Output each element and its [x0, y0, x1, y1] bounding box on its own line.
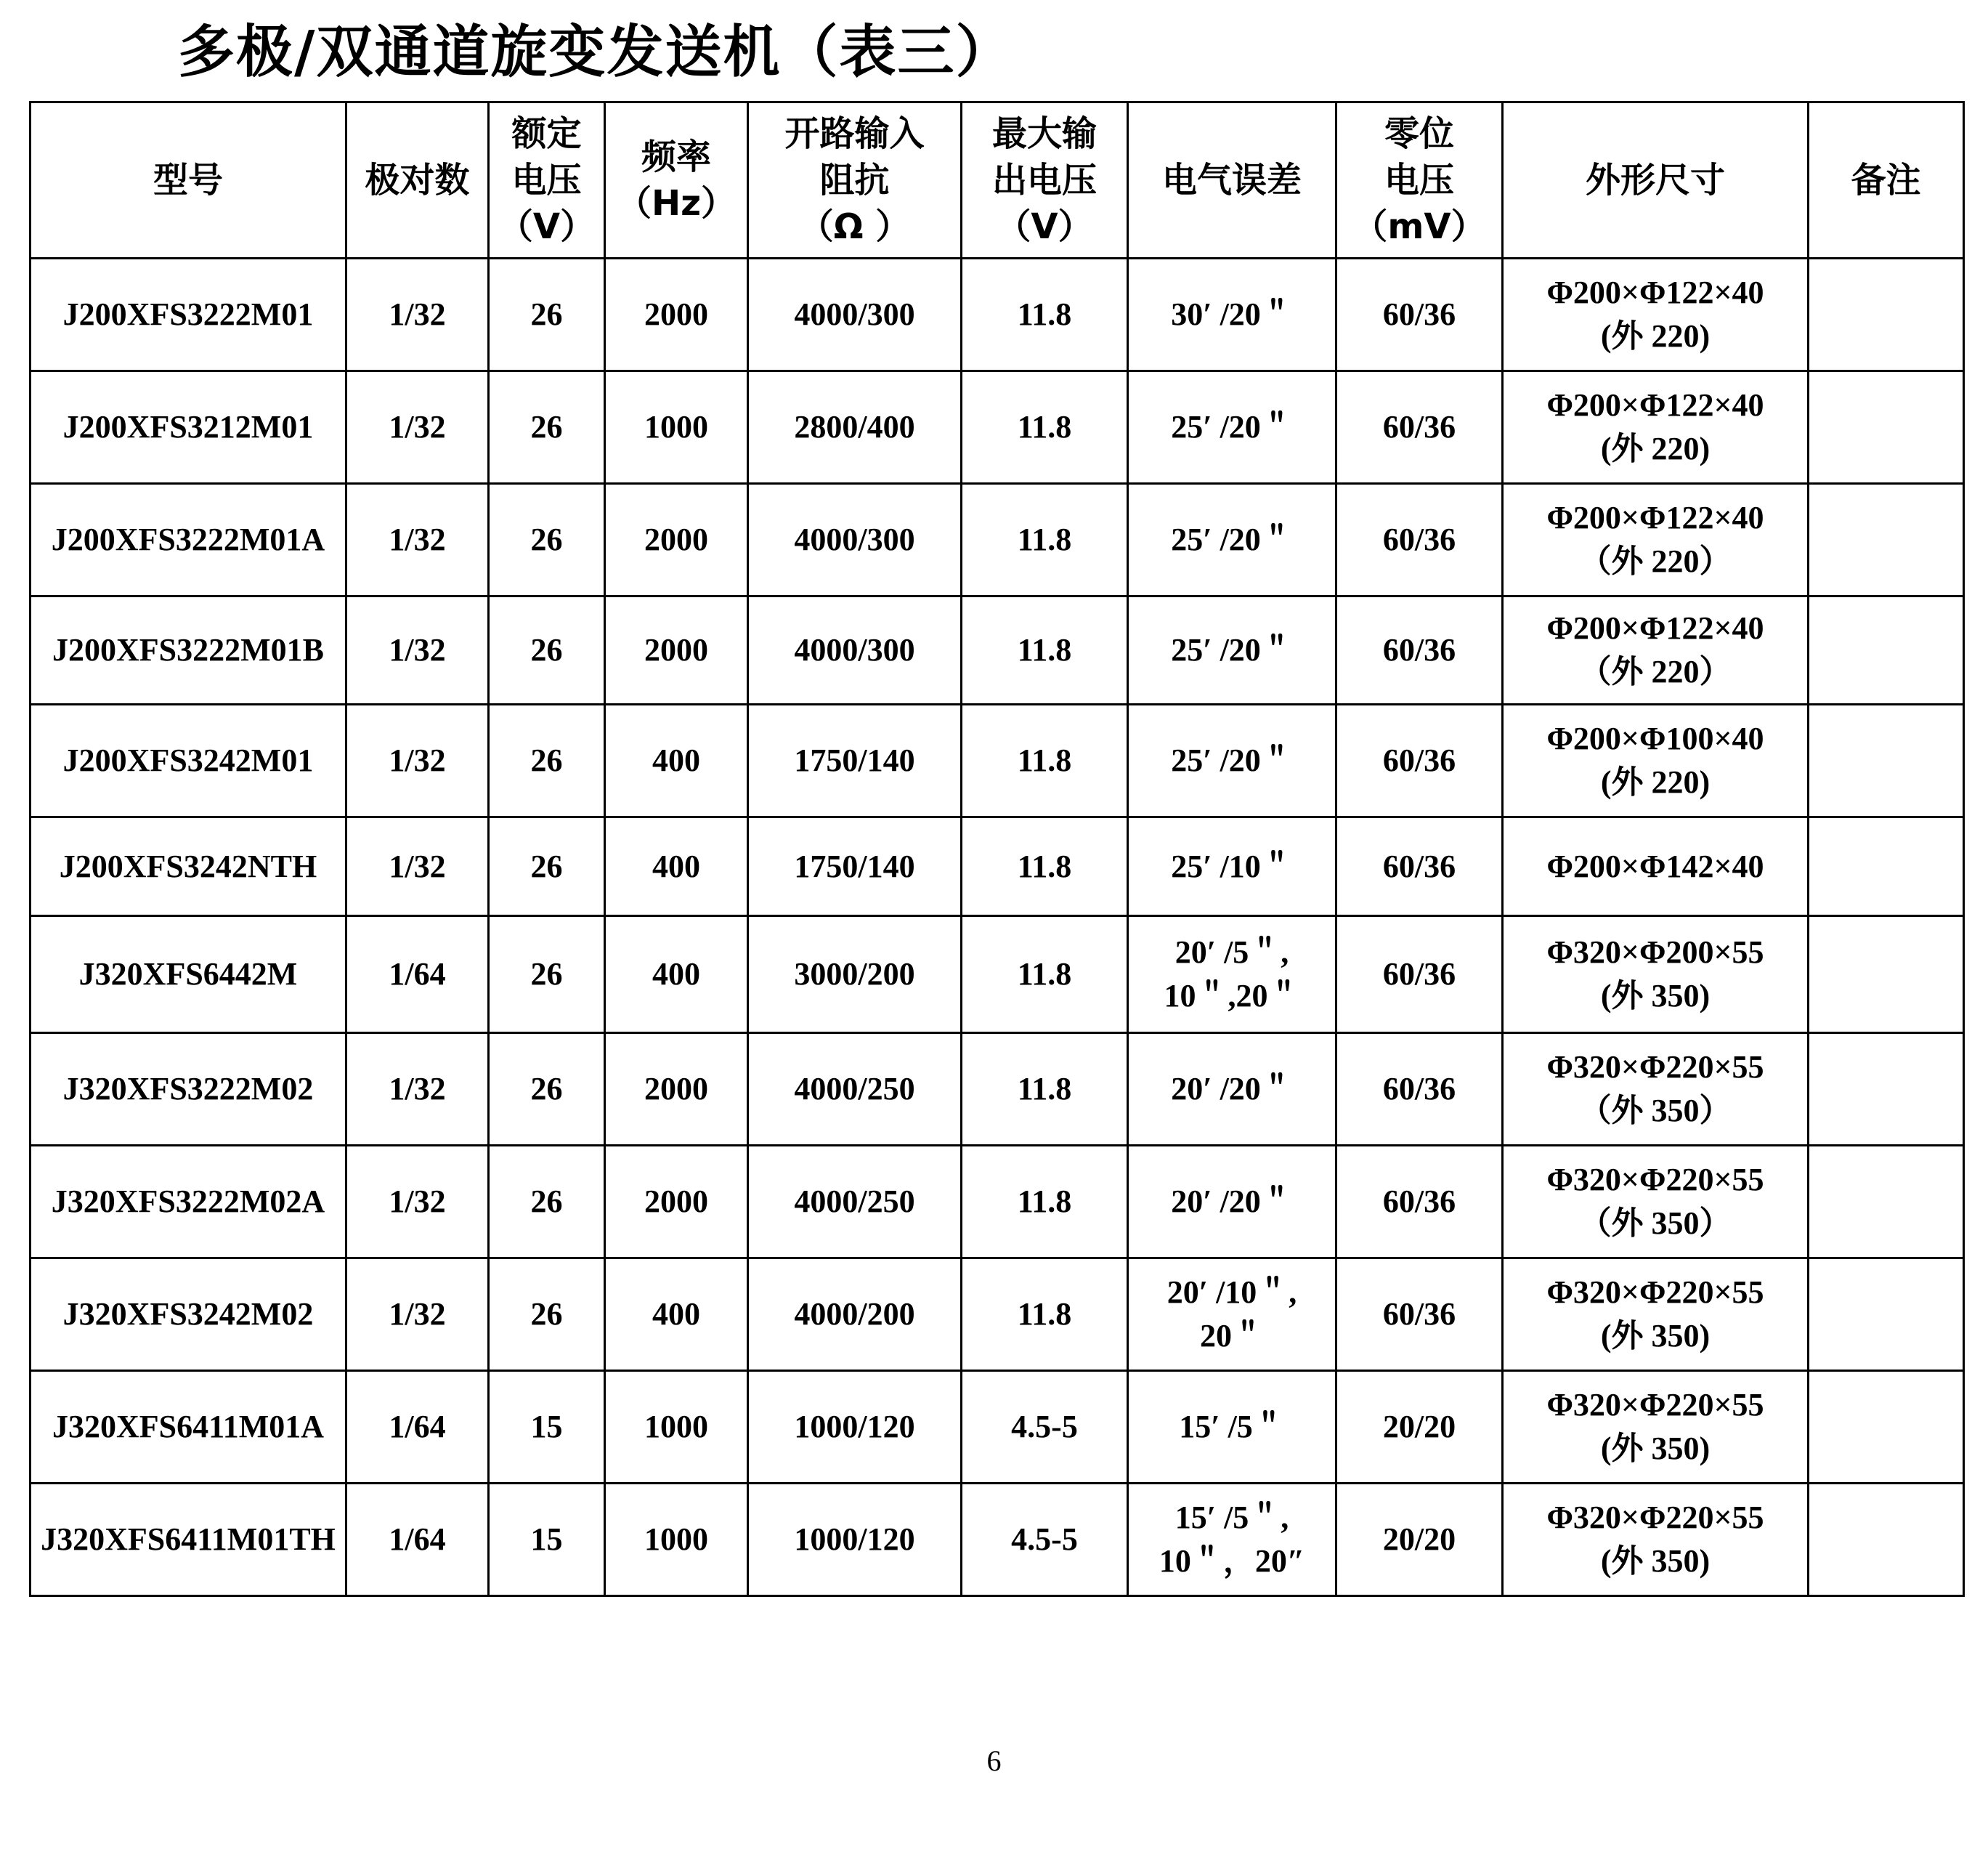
cell-pole-pairs: 1/32: [346, 1033, 489, 1146]
cell-remarks: [1809, 817, 1964, 916]
cell-electrical-error-line: 10＂,20＂: [1164, 978, 1300, 1014]
cell-electrical-error-line: 30′ /20＂: [1171, 296, 1293, 332]
cell-electrical-error: [1128, 1033, 1336, 1146]
cell-model: J320XFS3222M02: [31, 1033, 346, 1146]
header-line: （V）: [996, 206, 1093, 247]
cell-null-voltage: 60/36: [1336, 596, 1503, 705]
cell-model: J200XFS3242M01: [31, 705, 346, 817]
cell-frequency: 2000: [605, 1033, 748, 1146]
table-row: [31, 705, 1964, 817]
cell-dimensions: [1503, 1258, 1809, 1371]
table-row: [31, 484, 1964, 596]
cell-max-output-voltage: 11.8: [962, 705, 1128, 817]
table-row: [31, 259, 1964, 371]
cell-model: J320XFS3242M02: [31, 1258, 346, 1371]
cell-remarks: [1809, 484, 1964, 596]
cell-model: J200XFS3242NTH: [31, 817, 346, 916]
cell-model: J200XFS3222M01A: [31, 484, 346, 596]
header-line: （V）: [498, 206, 596, 247]
header-model: [31, 102, 346, 259]
table-row: [31, 1258, 1964, 1371]
cell-rated-voltage: 26: [489, 596, 605, 705]
spec-table: [29, 101, 1965, 1597]
cell-pole-pairs: 1/32: [346, 596, 489, 705]
cell-remarks: [1809, 916, 1964, 1033]
cell-dimensions: [1503, 705, 1809, 817]
cell-rated-voltage: 26: [489, 916, 605, 1033]
cell-electrical-error-line: 10＂，20″: [1159, 1543, 1305, 1579]
cell-dimensions-line: (外 350): [1600, 1318, 1711, 1354]
cell-electrical-error-line: 15′ /5＂: [1179, 1409, 1285, 1444]
cell-electrical-error-line: 25′ /20＂: [1171, 409, 1293, 445]
cell-remarks: [1809, 1258, 1964, 1371]
cell-dimensions: [1503, 1371, 1809, 1484]
cell-pole-pairs: 1/32: [346, 371, 489, 484]
cell-dimensions-line: Φ200×Φ100×40: [1546, 721, 1764, 756]
cell-electrical-error: [1128, 484, 1336, 596]
header-line: 出电压: [991, 160, 1097, 201]
cell-rated-voltage: 15: [489, 1371, 605, 1484]
cell-frequency: 2000: [605, 1146, 748, 1258]
table-row: [31, 1146, 1964, 1258]
header-line: 频率: [641, 137, 711, 177]
cell-frequency: 400: [605, 705, 748, 817]
cell-model: J200XFS3222M01: [31, 259, 346, 371]
cell-electrical-error-line: 25′ /10＂: [1171, 848, 1293, 884]
header-line: 备注: [1851, 160, 1921, 201]
header-dimensions: [1503, 102, 1809, 259]
cell-pole-pairs: 1/64: [346, 1371, 489, 1484]
header-line: 最大输: [991, 113, 1097, 154]
cell-dimensions: [1503, 1484, 1809, 1596]
header-line: 外形尺寸: [1585, 160, 1725, 201]
cell-pole-pairs: 1/32: [346, 1146, 489, 1258]
cell-rated-voltage: 26: [489, 484, 605, 596]
cell-max-output-voltage: 11.8: [962, 484, 1128, 596]
cell-dimensions-line: Φ200×Φ122×40: [1546, 500, 1764, 535]
cell-null-voltage: 60/36: [1336, 1146, 1503, 1258]
cell-electrical-error: [1128, 916, 1336, 1033]
cell-max-output-voltage: 11.8: [962, 1258, 1128, 1371]
cell-rated-voltage: 15: [489, 1484, 605, 1596]
cell-pole-pairs: 1/64: [346, 1484, 489, 1596]
cell-dimensions-line: (外 220): [1600, 318, 1711, 354]
cell-electrical-error-line: 20′ /20＂: [1171, 1184, 1293, 1219]
cell-pole-pairs: 1/32: [346, 1258, 489, 1371]
cell-frequency: 400: [605, 916, 748, 1033]
header-line: 极对数: [365, 160, 470, 201]
cell-max-output-voltage: 11.8: [962, 259, 1128, 371]
cell-electrical-error: [1128, 1371, 1336, 1484]
header-line: 型号: [153, 160, 223, 201]
cell-rated-voltage: 26: [489, 1258, 605, 1371]
cell-null-voltage: 60/36: [1336, 705, 1503, 817]
cell-dimensions: [1503, 484, 1809, 596]
cell-model: J320XFS6411M01A: [31, 1371, 346, 1484]
cell-rated-voltage: 26: [489, 1146, 605, 1258]
cell-remarks: [1809, 596, 1964, 705]
cell-electrical-error-line: 20′ /20＂: [1171, 1071, 1293, 1107]
header-line: （mV）: [1352, 206, 1486, 247]
cell-pole-pairs: 1/32: [346, 817, 489, 916]
cell-dimensions: [1503, 1146, 1809, 1258]
cell-electrical-error: [1128, 371, 1336, 484]
cell-frequency: 2000: [605, 596, 748, 705]
cell-frequency: 2000: [605, 484, 748, 596]
cell-max-output-voltage: 11.8: [962, 596, 1128, 705]
cell-input-impedance: 3000/200: [748, 916, 962, 1033]
cell-electrical-error: [1128, 817, 1336, 916]
cell-frequency: 1000: [605, 1484, 748, 1596]
cell-rated-voltage: 26: [489, 371, 605, 484]
page-title: 多极/双通道旋变发送机（表三）: [178, 20, 1014, 85]
cell-model: J200XFS3222M01B: [31, 596, 346, 705]
cell-input-impedance: 1750/140: [748, 705, 962, 817]
cell-input-impedance: 1000/120: [748, 1484, 962, 1596]
cell-null-voltage: 20/20: [1336, 1371, 1503, 1484]
cell-dimensions-line: (外 350): [1600, 978, 1711, 1014]
cell-electrical-error: [1128, 705, 1336, 817]
cell-null-voltage: 60/36: [1336, 1033, 1503, 1146]
cell-input-impedance: 4000/300: [748, 484, 962, 596]
header-line: 开路输入: [784, 113, 925, 154]
table-header-row: [31, 102, 1964, 259]
cell-frequency: 400: [605, 1258, 748, 1371]
cell-remarks: [1809, 1033, 1964, 1146]
cell-null-voltage: 60/36: [1336, 817, 1503, 916]
table-row: [31, 1484, 1964, 1596]
cell-null-voltage: 60/36: [1336, 1258, 1503, 1371]
cell-dimensions: [1503, 259, 1809, 371]
cell-dimensions-line: Φ200×Φ122×40: [1546, 610, 1764, 646]
cell-max-output-voltage: 4.5-5: [962, 1484, 1128, 1596]
cell-dimensions-line: Φ200×Φ122×40: [1546, 387, 1764, 423]
cell-max-output-voltage: 11.8: [962, 916, 1128, 1033]
cell-dimensions-line: Φ320×Φ220×55: [1546, 1500, 1764, 1535]
cell-dimensions-line: (外 220): [1600, 764, 1711, 800]
cell-frequency: 1000: [605, 371, 748, 484]
cell-dimensions-line: Φ320×Φ220×55: [1546, 1162, 1764, 1197]
cell-null-voltage: 60/36: [1336, 484, 1503, 596]
cell-rated-voltage: 26: [489, 259, 605, 371]
cell-electrical-error: [1128, 259, 1336, 371]
cell-null-voltage: 20/20: [1336, 1484, 1503, 1596]
cell-input-impedance: 4000/300: [748, 596, 962, 705]
cell-dimensions-line: (外 220): [1600, 431, 1711, 466]
cell-pole-pairs: 1/32: [346, 259, 489, 371]
cell-input-impedance: 4000/250: [748, 1146, 962, 1258]
cell-frequency: 2000: [605, 259, 748, 371]
cell-dimensions-line: （外 350）: [1579, 1205, 1732, 1241]
header-line: 阻抗: [819, 160, 890, 201]
table-body: [31, 259, 1964, 1596]
cell-input-impedance: 1000/120: [748, 1371, 962, 1484]
cell-electrical-error-line: 25′ /20＂: [1171, 743, 1293, 778]
cell-dimensions-line: Φ320×Φ220×55: [1546, 1274, 1764, 1310]
cell-dimensions: [1503, 817, 1809, 916]
cell-max-output-voltage: 11.8: [962, 1033, 1128, 1146]
header-line: 电压: [1384, 160, 1454, 201]
cell-remarks: [1809, 259, 1964, 371]
cell-max-output-voltage: 4.5-5: [962, 1371, 1128, 1484]
cell-electrical-error-line: 20＂: [1200, 1318, 1264, 1354]
header-pole-pairs: [346, 102, 489, 259]
cell-dimensions-line: (外 350): [1600, 1543, 1711, 1579]
cell-null-voltage: 60/36: [1336, 916, 1503, 1033]
cell-electrical-error-line: 20′ /10＂,: [1167, 1274, 1297, 1310]
cell-dimensions: [1503, 596, 1809, 705]
header-line: （Hz）: [616, 183, 737, 224]
cell-input-impedance: 4000/250: [748, 1033, 962, 1146]
cell-max-output-voltage: 11.8: [962, 1146, 1128, 1258]
cell-null-voltage: 60/36: [1336, 259, 1503, 371]
cell-dimensions-line: Φ200×Φ142×40: [1546, 848, 1764, 884]
cell-dimensions: [1503, 1033, 1809, 1146]
cell-max-output-voltage: 11.8: [962, 371, 1128, 484]
cell-null-voltage: 60/36: [1336, 371, 1503, 484]
page-number: 6: [986, 1744, 1002, 1777]
cell-rated-voltage: 26: [489, 705, 605, 817]
cell-dimensions-line: （外 220）: [1579, 543, 1732, 579]
table-row: [31, 1371, 1964, 1484]
header-line: 零位: [1384, 113, 1454, 154]
cell-model: J320XFS6442M: [31, 916, 346, 1033]
cell-dimensions-line: Φ320×Φ200×55: [1546, 934, 1764, 970]
header-rated-voltage: [489, 102, 605, 259]
cell-rated-voltage: 26: [489, 817, 605, 916]
cell-remarks: [1809, 1484, 1964, 1596]
cell-max-output-voltage: 11.8: [962, 817, 1128, 916]
cell-dimensions: [1503, 371, 1809, 484]
cell-electrical-error-line: 15′ /5＂,: [1174, 1500, 1289, 1535]
cell-electrical-error-line: 25′ /20＂: [1171, 632, 1293, 668]
header-electrical-error: [1128, 102, 1336, 259]
cell-electrical-error-line: 25′ /20＂: [1171, 522, 1293, 557]
table-row: [31, 1033, 1964, 1146]
header-line: （Ω ）: [798, 206, 911, 247]
cell-model: J200XFS3212M01: [31, 371, 346, 484]
header-frequency: [605, 102, 748, 259]
cell-remarks: [1809, 371, 1964, 484]
cell-input-impedance: 4000/300: [748, 259, 962, 371]
cell-electrical-error: [1128, 596, 1336, 705]
cell-dimensions-line: Φ320×Φ220×55: [1546, 1049, 1764, 1085]
cell-input-impedance: 1750/140: [748, 817, 962, 916]
cell-input-impedance: 2800/400: [748, 371, 962, 484]
header-remarks: [1809, 102, 1964, 259]
cell-model: J320XFS3222M02A: [31, 1146, 346, 1258]
cell-pole-pairs: 1/32: [346, 484, 489, 596]
cell-electrical-error: [1128, 1146, 1336, 1258]
header-line: 电压: [511, 160, 582, 201]
cell-dimensions-line: （外 220）: [1579, 654, 1732, 689]
cell-dimensions: [1503, 916, 1809, 1033]
header-line: 电气误差: [1161, 160, 1302, 201]
cell-pole-pairs: 1/64: [346, 916, 489, 1033]
cell-dimensions-line: (外 350): [1600, 1431, 1711, 1466]
table-row: [31, 596, 1964, 705]
cell-rated-voltage: 26: [489, 1033, 605, 1146]
cell-frequency: 1000: [605, 1371, 748, 1484]
table-row: [31, 916, 1964, 1033]
header-null-voltage: [1336, 102, 1503, 259]
cell-electrical-error: [1128, 1258, 1336, 1371]
cell-remarks: [1809, 1371, 1964, 1484]
cell-remarks: [1809, 705, 1964, 817]
table-row: [31, 817, 1964, 916]
cell-dimensions-line: （外 350）: [1579, 1093, 1732, 1128]
cell-dimensions-line: Φ200×Φ122×40: [1546, 275, 1764, 310]
cell-model: J320XFS6411M01TH: [31, 1484, 346, 1596]
cell-pole-pairs: 1/32: [346, 705, 489, 817]
cell-input-impedance: 4000/200: [748, 1258, 962, 1371]
cell-dimensions-line: Φ320×Φ220×55: [1546, 1387, 1764, 1423]
cell-electrical-error-line: 20′ /5＂,: [1174, 934, 1289, 970]
header-input-impedance: [748, 102, 962, 259]
header-max-output-voltage: [962, 102, 1128, 259]
table-row: [31, 371, 1964, 484]
cell-remarks: [1809, 1146, 1964, 1258]
cell-electrical-error: [1128, 1484, 1336, 1596]
header-line: 额定: [511, 113, 582, 154]
cell-frequency: 400: [605, 817, 748, 916]
